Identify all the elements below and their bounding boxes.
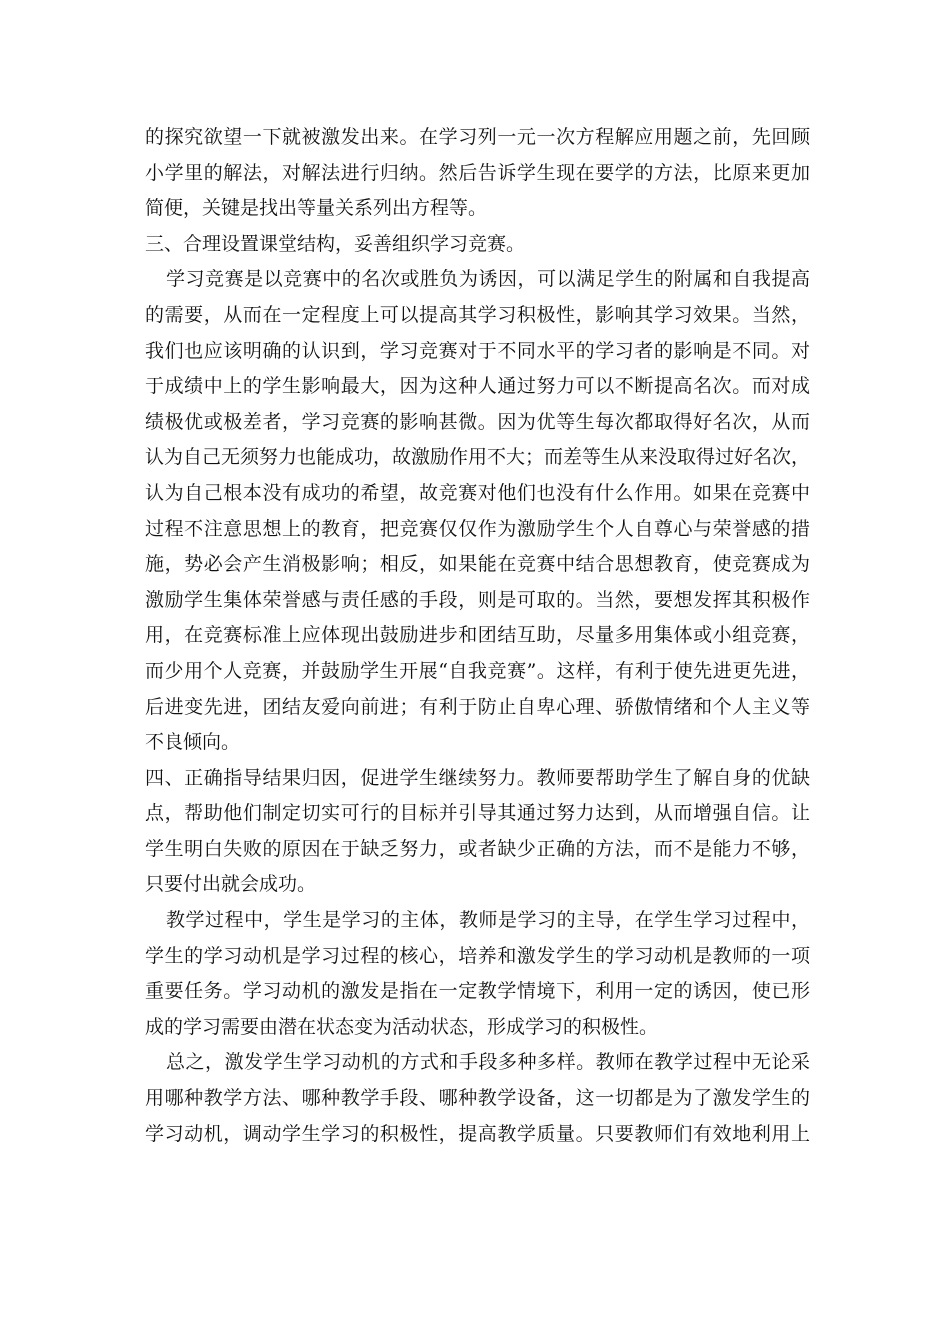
text-line: 后进变先进，团结友爱向前进；有利于防止自卑心理、骄傲情绪和个人主义等 [145,695,810,718]
text-line: 小学里的解法，对解法进行归纳。然后告诉学生现在要学的方法，比原来更加 [145,161,810,184]
text-line: 认为自己无须努力也能成功，故激励作用不大；而差等生从来没取得过好名次， [145,446,810,469]
text-line: 过程不注意思想上的教育，把竞赛仅仅作为激励学生个人自尊心与荣誉感的措 [145,517,810,540]
text-line: 教学过程中，学生是学习的主体，教师是学习的主导，在学生学习过程中， [166,909,810,932]
text-line: 成的学习需要由潜在状态变为活动状态，形成学习的积极性。 [145,1015,659,1038]
text-line: 而少用个人竞赛，并鼓励学生开展“自我竞赛”。这样，有利于使先进更先进， [145,659,810,682]
text-line: 我们也应该明确的认识到，学习竞赛对于不同水平的学习者的影响是不同。对 [145,339,810,362]
text-line: 绩极优或极差者，学习竞赛的影响甚微。因为优等生每次都取得好名次，从而 [145,410,810,433]
text-line: 只要付出就会成功。 [145,873,317,896]
text-line: 总之，激发学生学习动机的方式和手段多种多样。教师在教学过程中无论采 [166,1051,810,1074]
text-line: 学生明白失败的原因在于缺乏努力，或者缺少正确的方法，而不是能力不够， [145,837,810,860]
text-line: 重要任务。学习动机的激发是指在一定教学情境下，利用一定的诱因，使已形 [145,980,810,1003]
text-line: 四、正确指导结果归因，促进学生继续努力。教师要帮助学生了解自身的优缺 [145,766,810,789]
text-line: 点，帮助他们制定切实可行的目标并引导其通过努力达到，从而增强自信。让 [145,802,810,825]
text-line: 学习动机，调动学生学习的积极性，提高教学质量。只要教师们有效地利用上 [145,1122,810,1145]
text-line: 学习竞赛是以竞赛中的名次或胜负为诱因，可以满足学生的附属和自我提高 [166,268,810,291]
document-page [145,120,810,1152]
text-line: 三、合理设置课堂结构，妥善组织学习竞赛。 [145,232,526,255]
text-line: 不良倾向。 [145,731,241,754]
text-line: 施，势必会产生消极影响；相反，如果能在竞赛中结合思想教育，使竞赛成为 [145,553,810,576]
text-line: 学生的学习动机是学习过程的核心，培养和激发学生的学习动机是教师的一项 [145,944,810,967]
text-line: 的需要，从而在一定程度上可以提高其学习积极性，影响其学习效果。当然， [145,303,810,326]
text-line: 用哪种教学方法、哪种教学手段、哪种教学设备，这一切都是为了激发学生的 [145,1087,810,1110]
text-line: 的探究欲望一下就被激发出来。在学习列一元一次方程解应用题之前，先回顾 [145,126,810,148]
text-line: 简便，关键是找出等量关系列出方程等。 [145,197,488,220]
text-line: 用，在竞赛标准上应体现出鼓励进步和团结互助，尽量多用集体或小组竞赛， [145,624,810,647]
text-line: 认为自己根本没有成功的希望，故竞赛对他们也没有什么作用。如果在竞赛中 [145,481,810,504]
text-line: 于成绩中上的学生影响最大，因为这种人通过努力可以不断提高名次。而对成 [145,375,810,398]
text-line: 激励学生集体荣誉感与责任感的手段，则是可取的。当然，要想发挥其积极作 [145,588,810,611]
